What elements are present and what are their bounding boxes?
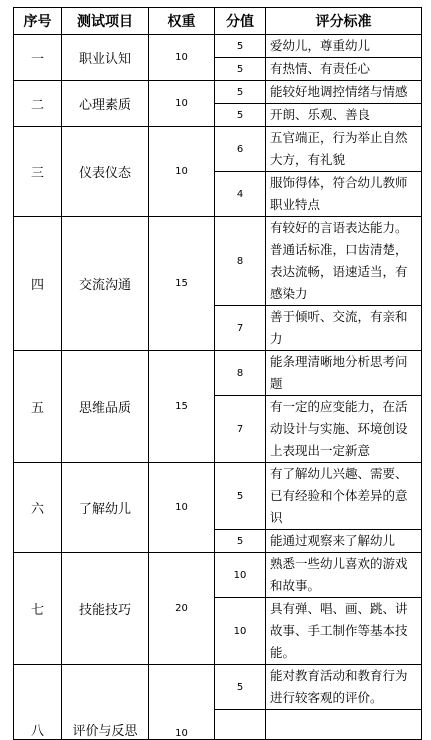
header-no: 序号 <box>14 8 62 35</box>
table-row <box>14 81 422 104</box>
row-no: 一 <box>14 35 62 81</box>
criterion-text <box>266 710 422 740</box>
criterion-score: 7 <box>215 306 266 351</box>
header-criteria: 评分标准 <box>266 8 422 35</box>
row-no: 六 <box>14 463 62 553</box>
scoring-table <box>13 7 422 740</box>
criterion-score: 10 <box>215 553 266 598</box>
row-item: 仪表仪态 <box>62 127 149 217</box>
criterion-text: 开朗、乐观、善良 <box>266 104 422 127</box>
criterion-score: 5 <box>215 104 266 127</box>
row-weight: 10 <box>149 463 215 553</box>
criterion-text: 善于倾听、交流，有亲和力 <box>266 306 422 351</box>
criterion-score <box>215 710 266 740</box>
row-no: 五 <box>14 351 62 463</box>
table-row <box>14 351 422 396</box>
criterion-score: 5 <box>215 58 266 81</box>
row-weight: 10 <box>149 127 215 217</box>
table-row <box>14 665 422 710</box>
row-item: 了解幼儿 <box>62 463 149 553</box>
row-weight: 20 <box>149 553 215 665</box>
criterion-text: 能对教育活动和教育行为进行较客观的评价。 <box>266 665 422 710</box>
table-row <box>14 35 422 58</box>
row-no: 四 <box>14 217 62 351</box>
row-no: 七 <box>14 553 62 665</box>
criterion-text: 能通过观察来了解幼儿 <box>266 530 422 553</box>
row-item: 心理素质 <box>62 81 149 127</box>
criterion-text: 有一定的应变能力，在活动设计与实施、环境创设上表现出一定新意 <box>266 396 422 463</box>
table-row <box>14 463 422 530</box>
criterion-text: 能较好地调控情绪与情感 <box>266 81 422 104</box>
criterion-score: 5 <box>215 35 266 58</box>
row-item: 评价与反思 <box>62 665 149 740</box>
criterion-text: 有了解幼儿兴趣、需要、已有经验和个体差异的意识 <box>266 463 422 530</box>
header-item: 测试项目 <box>62 8 149 35</box>
table-row <box>14 217 422 306</box>
criterion-text: 服饰得体，符合幼儿教师职业特点 <box>266 172 422 217</box>
row-item: 技能技巧 <box>62 553 149 665</box>
table-row <box>14 553 422 598</box>
criterion-score: 5 <box>215 530 266 553</box>
row-item: 交流沟通 <box>62 217 149 351</box>
row-item: 思维品质 <box>62 351 149 463</box>
criterion-score: 4 <box>215 172 266 217</box>
row-no: 八 <box>14 665 62 740</box>
row-weight: 15 <box>149 351 215 463</box>
row-weight: 15 <box>149 217 215 351</box>
criterion-score: 8 <box>215 217 266 306</box>
criterion-score: 8 <box>215 351 266 396</box>
criterion-text: 能条理清晰地分析思考问题 <box>266 351 422 396</box>
criterion-score: 5 <box>215 81 266 104</box>
table-row <box>14 127 422 172</box>
header-score: 分值 <box>215 8 266 35</box>
criterion-text: 爱幼儿，尊重幼儿 <box>266 35 422 58</box>
criterion-score: 5 <box>215 463 266 530</box>
criterion-text: 五官端正，行为举止自然大方，有礼貌 <box>266 127 422 172</box>
criterion-text: 熟悉一些幼儿喜欢的游戏和故事。 <box>266 553 422 598</box>
criterion-score: 10 <box>215 598 266 665</box>
criterion-score: 5 <box>215 665 266 710</box>
row-weight: 10 <box>149 35 215 81</box>
criterion-text: 具有弹、唱、画、跳、讲故事、手工制作等基本技能。 <box>266 598 422 665</box>
row-no: 三 <box>14 127 62 217</box>
row-item: 职业认知 <box>62 35 149 81</box>
row-weight: 10 <box>149 81 215 127</box>
criterion-text: 有较好的言语表达能力。普通话标准，口齿清楚，表达流畅，语速适当，有感染力 <box>266 217 422 306</box>
criterion-score: 6 <box>215 127 266 172</box>
criterion-score: 7 <box>215 396 266 463</box>
row-no: 二 <box>14 81 62 127</box>
header-row <box>14 8 422 35</box>
criterion-text: 有热情、有责任心 <box>266 58 422 81</box>
row-weight: 10 <box>149 665 215 740</box>
header-weight: 权重 <box>149 8 215 35</box>
